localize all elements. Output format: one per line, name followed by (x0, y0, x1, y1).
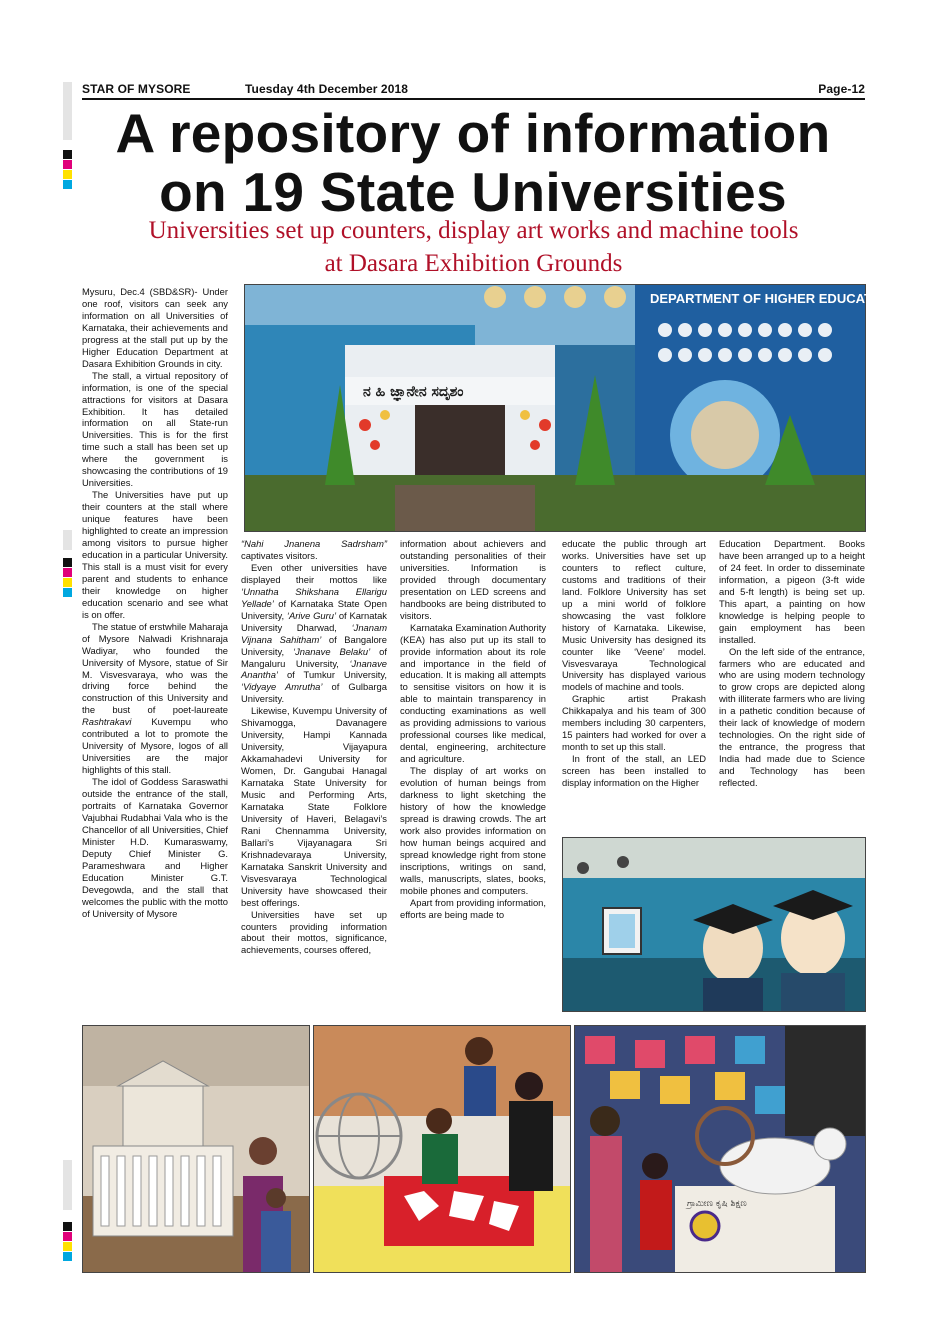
paragraph: On the left side of the entrance, farmers who are educated and who are using modern technology to grow crops are depicted along with illiterate farmers who are living in a pathetic condition because of their lack of knowledge of modern technologies. On the right side of the entrance, the progress that India had made due to Science and Technology has been reflected. (719, 645, 865, 789)
headline-line-1: A repository of information (115, 102, 831, 164)
article-column-1 (82, 286, 228, 920)
paragraph: Universities have set up counters providing information about their mottos, significance, achievements, courses offered, (241, 908, 387, 956)
paragraph: Even other universities have displayed their mottos like ‘Unnatha Shikshana Ellarigu Yellade’ of Karnataka State Open University, ‘Arive Guru’ of Karnatak University Dharwad, ‘Jnanam Vijnana Sahitham’ of Bangalore University, ‘Jnanave Belaku’ of Mangaluru University, ‘Jnanave Anantha’ of Tumkur University, ‘Vidyaye Amrutha’ of Gulbarga University. (241, 561, 387, 705)
registration-swatch-yellow (63, 1242, 72, 1251)
registration-bar-bottom (63, 1160, 72, 1210)
registration-swatch-cyan (63, 1252, 72, 1261)
stall-gate-sign: ನ ಹಿ ಜ್ಞಾನೇನ ಸದೃಶಂ (363, 384, 464, 400)
paragraph: In front of the stall, an LED screen has been installed to display information on the Higher (562, 753, 706, 789)
paragraph: The statue of erstwhile Maharaja of Mysore Nalwadi Krishnaraja Wadiyar, who founded the University of Mysore, statue of Sir M. Visvesvaraya, who was the driving force behind the construction of this University and the bust of poet-laureate Rashtrakavi Kuvempu who contributed a lot to promote the University of Mysore, logos of all Universities are the major highlights of this stall. (82, 620, 229, 776)
paragraph: The display of art works on evolution of human beings from darkness to light sketching the history of how the knowledge spread is drawing crowds. The art work also provides information on how human beings acquired and spread knowledge right from stone inscriptions, writings on sand, walls, manuscripts, slates, books, mobile phones and computers. (400, 765, 546, 896)
article-column-3 (400, 538, 546, 921)
registration-swatch-yellow (63, 578, 72, 587)
registration-bar-mid (63, 530, 72, 550)
subheadline-line-2: at Dasara Exhibition Grounds (324, 250, 623, 277)
subheadline (82, 214, 865, 280)
subheadline-line-1: Universities set up counters, display art works and machine tools (148, 217, 799, 244)
statues-photo (562, 837, 866, 1012)
cart-sign-text: ಗ್ರಾಮೀಣ ಕೃಷಿ ಶಿಕ್ಷಣ (687, 1199, 747, 1209)
registration-swatch-black (63, 150, 72, 159)
bullock-cart-photo (574, 1025, 866, 1273)
article-column-4 (562, 538, 706, 789)
university-model-photo (82, 1025, 310, 1273)
paragraph: The stall, a virtual repository of information, is one of the special attractions for visitors at Dasara Exhibition. It has detailed information on all State-run Universities. This is for the first time such a stall has been set up where the government is showcasing the contributions of 19 Universities. (82, 369, 228, 489)
paragraph: educate the public through art works. Universities have set up counters to reflect culture, customs and traditions of their land. Folklore University has set up a mini world of folklore showcasing the vast folklore history of Karnataka. Likewise, Music University has designed its counter like ‘Veene’ model. Visvesvaraya Technological University has displayed various models of machine and tools. (562, 538, 706, 693)
stall-banner-text: DEPARTMENT OF HIGHER EDUCATION (650, 291, 896, 306)
publication-name: STAR OF MYSORE (82, 82, 191, 96)
registration-bar-top (63, 82, 72, 140)
page-number: Page-12 (818, 82, 865, 96)
issue-date: Tuesday 4th December 2018 (245, 82, 409, 96)
registration-swatch-yellow (63, 170, 72, 179)
article-column-5 (719, 538, 865, 789)
header-rule (82, 98, 865, 100)
paragraph: Graphic artist Prakash Chikkapalya and his team of 300 members including 30 carpenters, 15 painters had worked for over a month to set up this stall. (562, 693, 706, 753)
stall-entrance-photo (244, 284, 896, 532)
registration-swatch-cyan (63, 588, 72, 597)
paragraph: Apart from providing information, efforts are being made to (400, 896, 546, 920)
paragraph: The Universities have put up their counters at the stall where unique features have been highlighted to create an impression among visitors to pursue higher education in a particular University. This stall is a must visit for every parent and students to enhance their knowledge on higher education scenario and see what is on offer. (82, 489, 228, 620)
paragraph: “Nahi Jnanena Sadrsham” captivates visitors. (241, 538, 387, 561)
headline (78, 104, 868, 222)
registration-swatch-black (63, 1222, 72, 1231)
paragraph: Likewise, Kuvempu University of Shivamogga, Davanagere University, Hampi Kannada University, Vijayapura Akkamahadevi University for Women, Dr. Gangubai Hanagal Karnataka State University for Music and Performing Arts, Karnataka State Folklore University of Haveri, Belagavi’s Rani Chennamma University, Ballari’s Vijayanagara Sri Krishnadevaraya University, Karnataka Sanskrit University and Visvesvaraya Technological University have showcased their best offerings. (241, 705, 387, 908)
paragraph: Mysuru, Dec.4 (SBD&SR)- Under one roof, visitors can seek any information on all Universities of Karnataka, their achievements and progress at the stall put up by the Higher Education Department at Dasara Exhibition Grounds in city. (82, 286, 228, 369)
registration-swatch-magenta (63, 1232, 72, 1241)
headline-line-2: on 19 State Universities (159, 161, 787, 223)
registration-swatch-magenta (63, 568, 72, 577)
registration-swatch-magenta (63, 160, 72, 169)
registration-swatch-black (63, 558, 72, 567)
paragraph: Education Department. Books have been arranged up to a height of 24 feet. In order to disseminate information, a pigeon (3-ft wide and 5-ft length) is being set up. This apart, a painting on how knowledge is helping people to gain employment has been installed. (719, 538, 865, 645)
article-column-2 (241, 538, 387, 956)
paragraph: Karnataka Examination Authority (KEA) has also put up its stall to provide information about its role and importance in the field of education. It is making all attempts to sensitise visitors on how it is able to maintain transparency in conducting examinations as well as providing admissions to various professional courses like medical, dental, engineering, architecture and agriculture. (400, 621, 547, 765)
paragraph: The idol of Goddess Saraswathi outside the entrance of the stall, portraits of Karnataka Governor Vajubhai Rudabhai Vala who is the Chancellor of all Universities, Chief Minister H.D. Kumaraswamy, Deputy Chief Minister G. Parameshwara and Higher Education Minister G.T. Devegowda, and the stall that welcomes the public with the motto of University of Mysore (82, 776, 228, 919)
paragraph: information about achievers and outstanding personalities of their universities. Information is provided through documentary presentation on LED screens and handbooks are being distributed to visitors. (400, 538, 546, 621)
map-puzzle-photo (313, 1025, 571, 1273)
registration-swatch-cyan (63, 180, 72, 189)
